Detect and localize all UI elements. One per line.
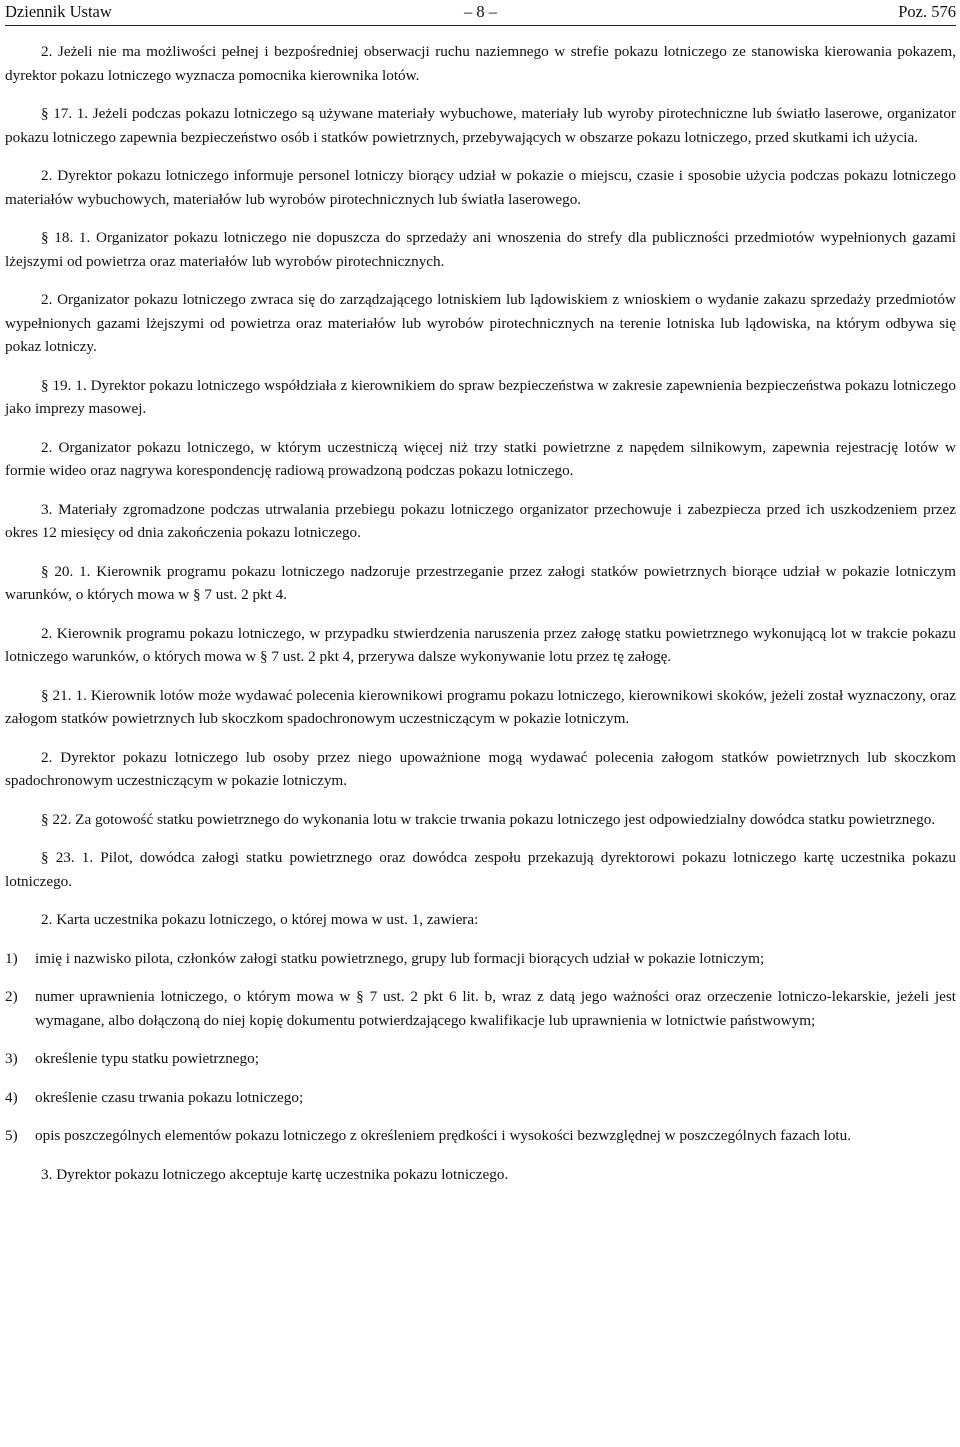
paragraph: 2. Jeżeli nie ma możliwości pełnej i bezpośredniej obserwacji ruchu naziemnego w strefie pokazu lotniczego ze stanowiska kierowania pokazem, dyrektor pokazu lotniczego wyznacza pomocnika kierownika lotów.: [5, 43, 956, 84]
paragraph: 3. Materiały zgromadzone podczas utrwalania przebiegu pokazu lotniczego organizator przechowuje i zabezpiecza przed ich uszkodzeniem przez okres 12 miesięcy od dnia zakończenia pokazu lotniczego.: [5, 500, 956, 541]
position-number: Poz. 576: [898, 2, 956, 21]
paragraph: 2. Dyrektor pokazu lotniczego lub osoby przez niego upoważnione mogą wydawać polecenia załogom statków powietrznych lub skoczkom spadochronowym uczestniczącym w pokazie lotniczym.: [5, 748, 956, 789]
page-number: – 8 –: [464, 2, 497, 21]
paragraph: 2. Organizator pokazu lotniczego, w którym uczestniczą więcej niż trzy statki powietrzne z napędem silnikowym, zapewnia rejestrację lotów w formie wideo oraz nagrywa korespondencję radiową prowadzoną podczas pokazu lotniczego.: [5, 438, 956, 479]
paragraph: 2. Karta uczestnika pokazu lotniczego, o której mowa w ust. 1, zawiera:: [41, 911, 479, 928]
page-header: [5, 0, 956, 26]
paragraph: 2. Dyrektor pokazu lotniczego informuje personel lotniczy biorący udział w pokazie o miejscu, czasie i sposobie użycia podczas pokazu lotniczego materiałów wybuchowych, materiałów lub wyrobów pirotechnicznych lub światła laserowego.: [5, 167, 956, 208]
list-item: [5, 1047, 956, 1071]
point-text: określenie typu statku powietrznego;: [35, 1050, 259, 1067]
journal-title: Dziennik Ustaw: [5, 2, 112, 21]
paragraph: § 22. Za gotowość statku powietrznego do wykonania lotu w trakcie trwania pokazu lotniczego jest odpowiedzialny dowódca statku powietrznego.: [41, 810, 936, 828]
list-item: [5, 947, 956, 971]
point-number: 5): [5, 1127, 18, 1144]
list-item: [5, 985, 956, 1032]
paragraph: § 21. 1. Kierownik lotów może wydawać polecenia kierownikowi programu pokazu lotniczego, kierownikowi skoków, jeżeli został wyznaczony, oraz załogom statków powietrznych lub skoczkom spadochronowym uczestniczącym w pokazie lotniczym.: [5, 686, 956, 727]
list-item: [5, 1086, 956, 1110]
point-text: opis poszczególnych elementów pokazu lotniczego z określeniem prędkości i wysokości bezwzględnej w poszczególnych fazach lotu.: [35, 1127, 852, 1144]
point-text: określenie czasu trwania pokazu lotniczego;: [35, 1088, 304, 1106]
body-text: [5, 40, 956, 1186]
paragraph: § 19. 1. Dyrektor pokazu lotniczego współdziała z kierownikiem do spraw bezpieczeństwa w zakresie zapewnienia bezpieczeństwa pokazu lotniczego jako imprezy masowej.: [5, 376, 956, 417]
paragraph: 2. Kierownik programu pokazu lotniczego, w przypadku stwierdzenia naruszenia przez załogę statku powietrznego wykonującą lot w trakcie pokazu lotniczego warunków, o których mowa w § 7 ust. 2 pkt 4, przerywa dalsze wykonywanie lotu przez tę załogę.: [5, 624, 956, 665]
paragraph: § 17. 1. Jeżeli podczas pokazu lotniczego są używane materiały wybuchowe, materiały lub wyroby pirotechniczne lub światło laserowe, organizator pokazu lotniczego zapewnia bezpieczeństwo osób i statków powietrznych, przebywających w obszarze pokazu lotniczego, przed skutkami ich użycia.: [5, 105, 956, 146]
paragraph: 2. Organizator pokazu lotniczego zwraca się do zarządzającego lotniskiem lub lądowiskiem z wnioskiem o wydanie zakazu sprzedaży przedmiotów wypełnionych gazami lżejszymi od powietrza oraz materiałów lub wyrobów pirotechnicznych na terenie lotniska lub lądowiska, na którym odbywa się pokaz lotniczy.: [5, 291, 956, 355]
paragraph: 3. Dyrektor pokazu lotniczego akceptuje kartę uczestnika pokazu lotniczego.: [41, 1165, 509, 1183]
point-text: imię i nazwisko pilota, członków załogi statku powietrznego, grupy lub formacji biorących udział w pokazie lotniczym;: [35, 949, 765, 967]
point-number: 2): [5, 988, 18, 1005]
point-number: 3): [5, 1050, 18, 1067]
paragraph: § 23. 1. Pilot, dowódca załogi statku powietrznego oraz dowódca zespołu przekazują dyrektorowi pokazu lotniczego kartę uczestnika pokazu lotniczego.: [5, 849, 956, 890]
point-number: 1): [5, 949, 18, 967]
paragraph: § 20. 1. Kierownik programu pokazu lotniczego nadzoruje przestrzeganie przez załogi statków powietrznych biorące udział w pokazie lotniczym warunków, o których mowa w § 7 ust. 2 pkt 4.: [5, 562, 956, 603]
list-item: [5, 1124, 956, 1148]
paragraph: § 18. 1. Organizator pokazu lotniczego nie dopuszcza do sprzedaży ani wnoszenia do strefy dla publiczności przedmiotów wypełnionych gazami lżejszymi od powietrza oraz materiałów lub wyrobów pirotechnicznych.: [5, 229, 956, 270]
point-text: numer uprawnienia lotniczego, o którym mowa w § 7 ust. 2 pkt 6 lit. b, wraz z datą jego ważności oraz orzeczenie lotniczo-lekarskie, jeżeli jest wymagane, albo dołączoną do niej kopię dokumentu potwierdzającego kwalifikacje lub uprawnienia w lotnictwie państwowym;: [35, 988, 956, 1029]
point-number: 4): [5, 1088, 18, 1106]
point-list: [5, 947, 956, 1148]
